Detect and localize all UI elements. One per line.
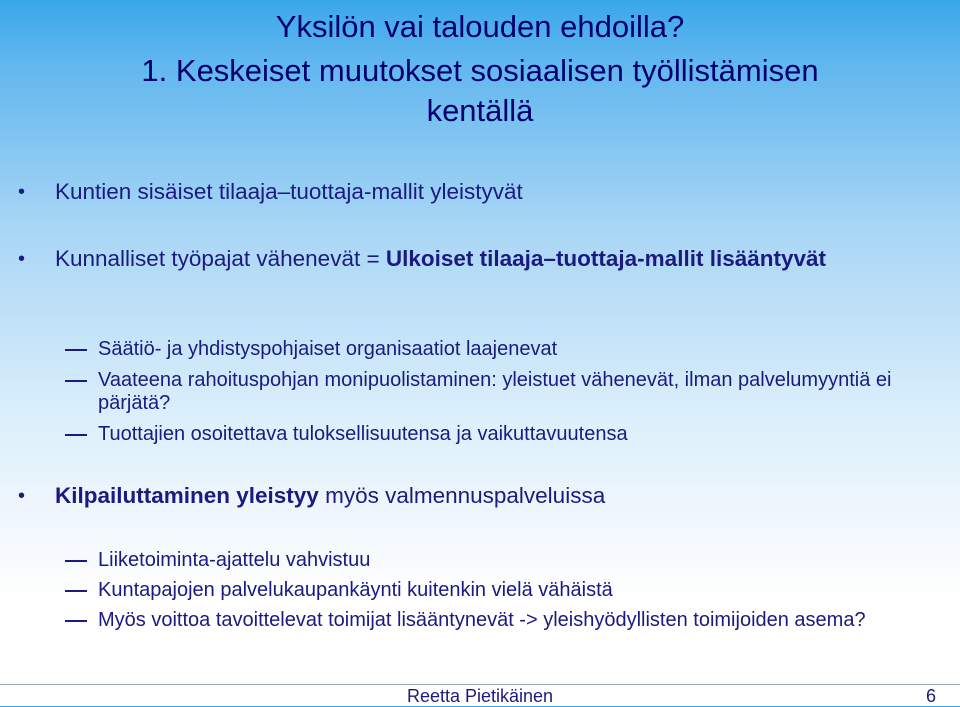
dash-icon [65,620,87,622]
bullet-dot-icon: • [18,181,26,203]
sub-text: Kuntapajojen palvelukaupankäynti kuitenkin vielä vähäistä [98,579,613,601]
bullet-text-normal: myös valmennuspalveluissa [318,483,606,508]
sub-text: Säätiö- ja yhdistyspohjaiset organisaatiot laajenevat [98,338,558,360]
dash-icon [65,349,87,351]
bullet-dot-icon: • [18,485,26,507]
bullet-dot-icon: • [18,248,26,270]
slide-subtitle-line2: kentällä [426,93,534,128]
dash-icon [65,434,87,436]
sub-text: Tuottajien osoitettava tuloksellisuutensa ja vaikuttavuutensa [98,423,628,445]
slide-footer [0,684,960,706]
footer-author: Reetta Pietikäinen [406,686,554,706]
slide-title: Yksilön vai talouden ehdoilla? [275,9,685,44]
dash-icon [65,590,87,592]
sub-text: Liiketoiminta-ajattelu vahvistuu [98,549,371,571]
sub-text: Myös voittoa tavoittelevat toimijat lisääntynevät -> yleishyödyllisten toimijoiden asema? [98,609,866,631]
bullet-text-bold: Kilpailuttaminen yleistyy [55,483,319,508]
dash-icon [65,560,87,562]
page-number: 6 [925,686,936,706]
bullet-text: Kuntien sisäiset tilaaja–tuottaja-mallit yleistyvät [55,179,523,204]
sub-text: Vaateena rahoituspohjan monipuolistaminen: yleistuet vähenevät, ilman palvelumyyntiä ei pärjätä? [98,369,892,414]
slide-subtitle-line1: 1. Keskeiset muutokset sosiaalisen työllistämisen [141,53,819,88]
bullet-text [55,482,935,510]
dash-icon [65,380,87,382]
bullet-text-bold: Ulkoiset tilaaja–tuottaja-mallit lisääntyvät [385,246,827,271]
bullet-text-normal: Kunnalliset työpajat vähenevät = [55,246,386,271]
bullet-text [55,245,935,273]
